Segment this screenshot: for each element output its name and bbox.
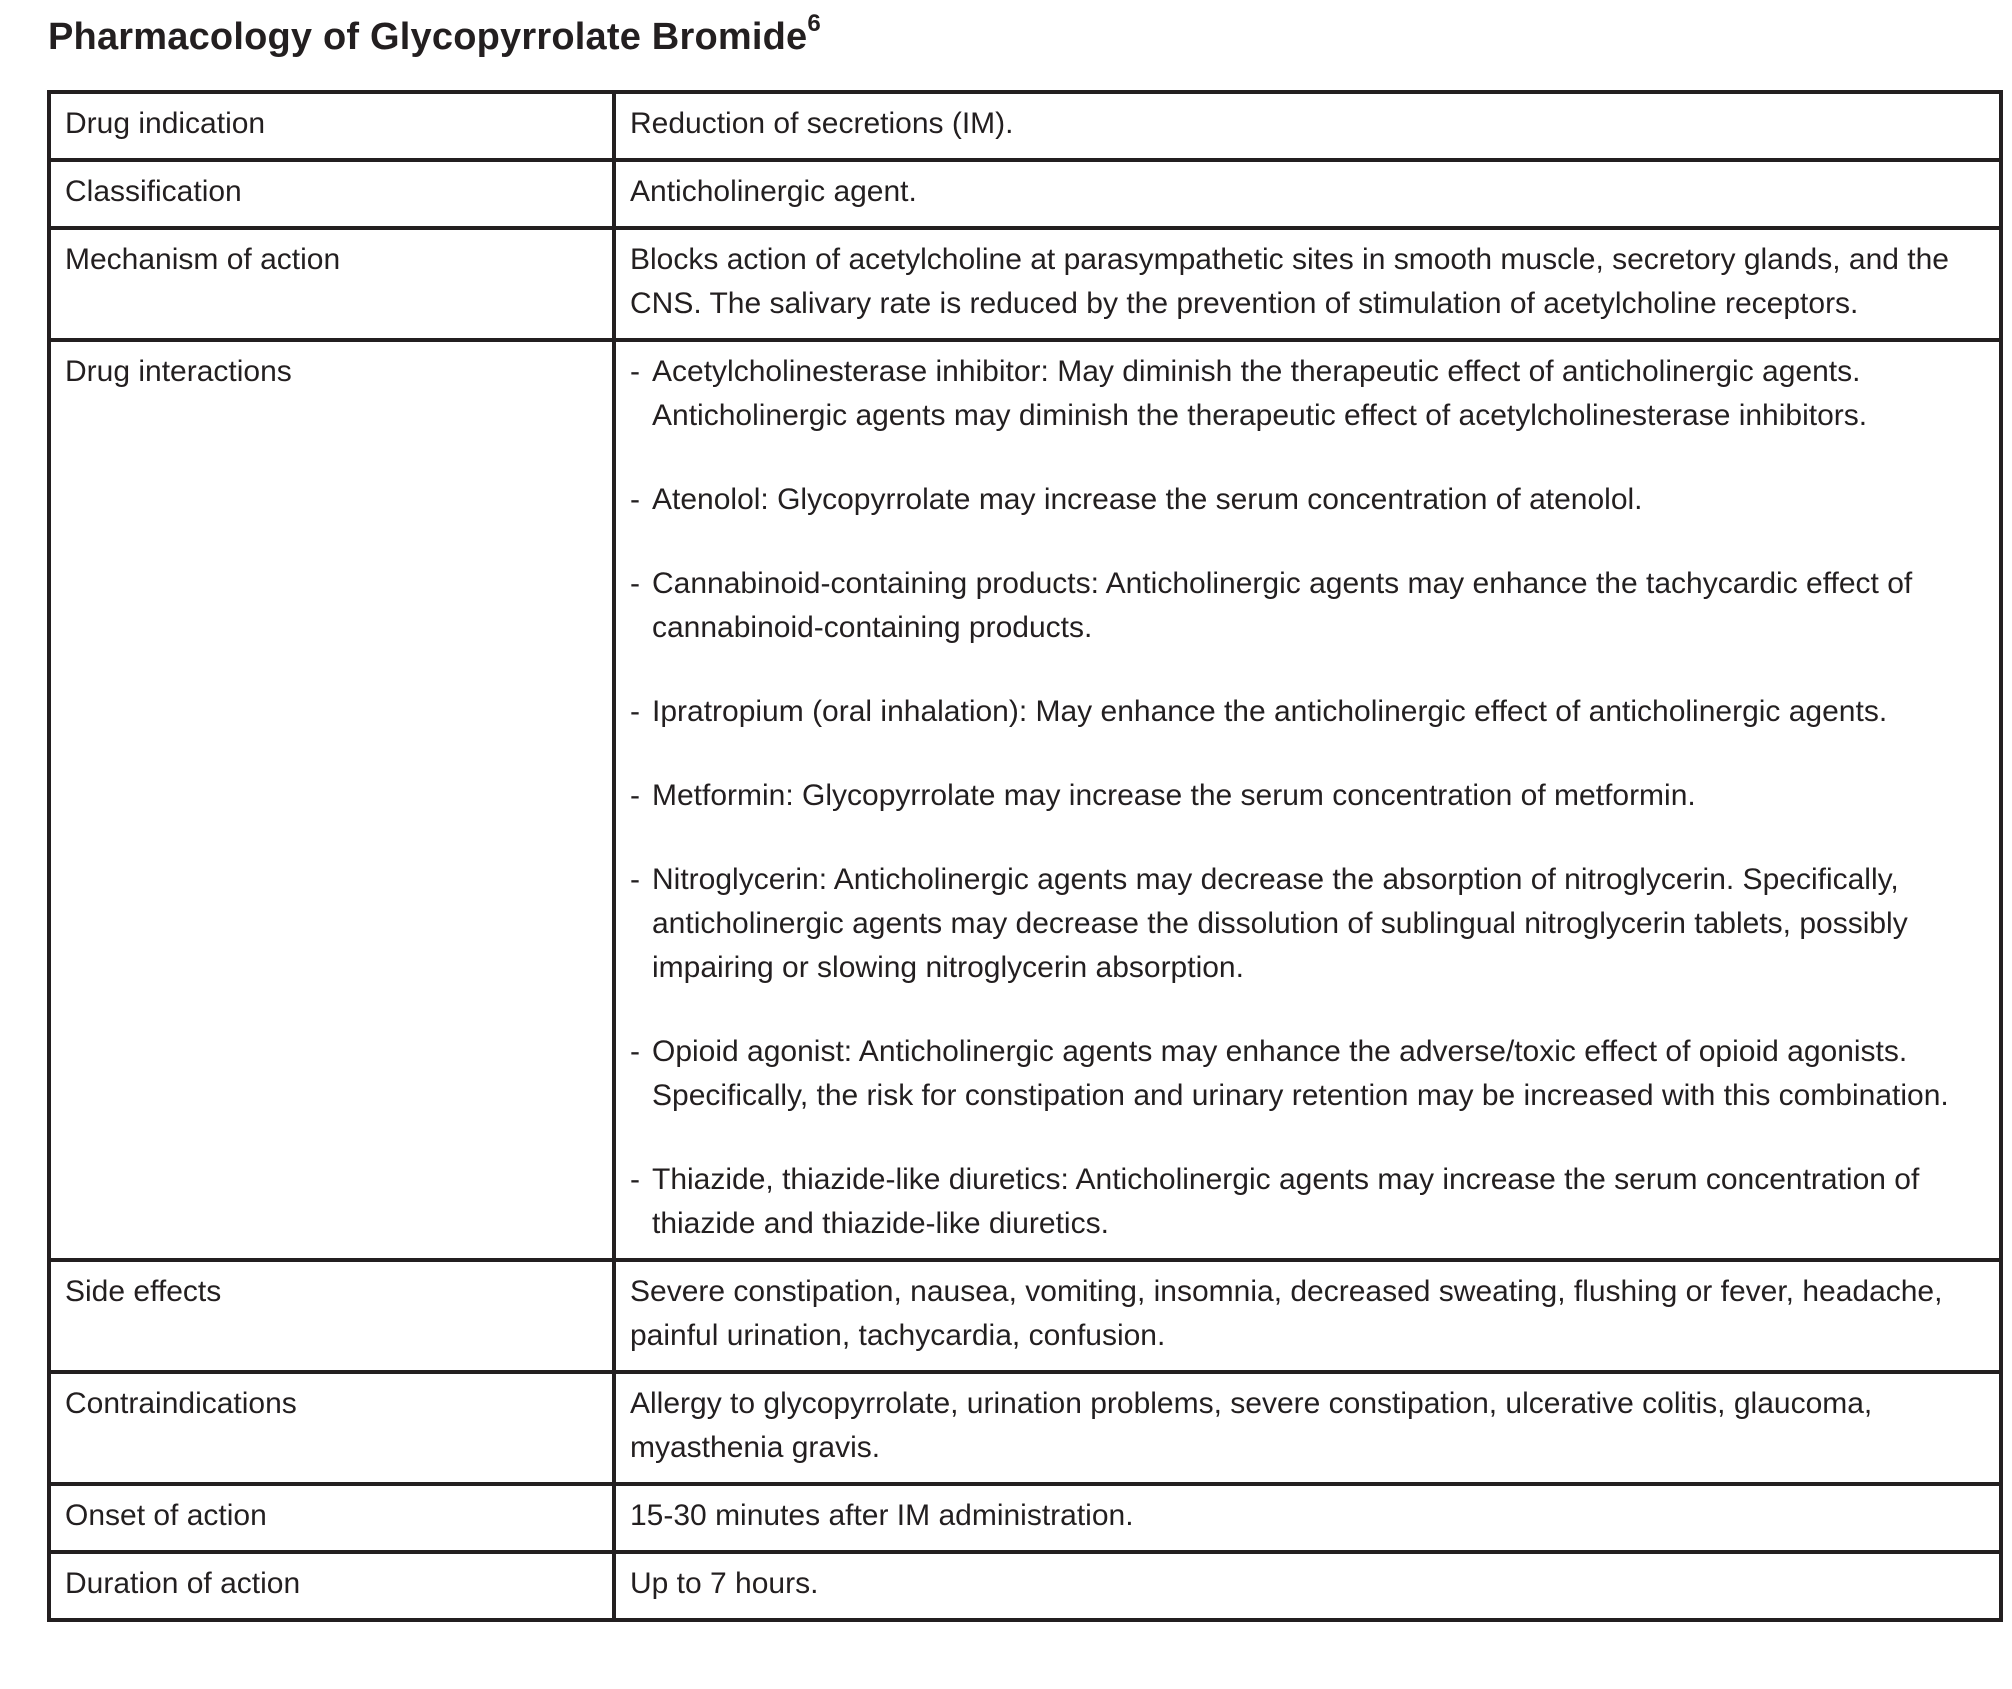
row-label: Mechanism of action (49, 228, 614, 340)
list-item: - Acetylcholinesterase inhibitor: May diminish the therapeutic effect of anticholinergic agents. Anticholinergic agents may diminish the therapeutic effect of acetylcholinesterase inhibitors. (630, 350, 1979, 438)
row-label: Classification (49, 160, 614, 228)
list-item: - Metformin: Glycopyrrolate may increase the serum concentration of metformin. (630, 774, 1979, 818)
row-label: Drug indication (49, 92, 614, 160)
row-value: Up to 7 hours. (614, 1552, 2001, 1620)
list-item: - Opioid agonist: Anticholinergic agents may enhance the adverse/toxic effect of opioid agonists. Specifically, the risk for constipation and urinary retention may be increased with this combination. (630, 1030, 1979, 1118)
row-value: Severe constipation, nausea, vomiting, insomnia, decreased sweating, flushing or fever, headache, painful urination, tachycardia, confusion. (614, 1260, 2001, 1372)
list-item: - Thiazide, thiazide-like diuretics: Anticholinergic agents may increase the serum concentration of thiazide and thiazide-like diuretics. (630, 1158, 1979, 1246)
row-value: Reduction of secretions (IM). (614, 92, 2001, 160)
table-row (49, 1372, 2001, 1484)
row-label: Side effects (49, 1260, 614, 1372)
row-value: Allergy to glycopyrrolate, urination problems, severe constipation, ulcerative colitis, glaucoma, myasthenia gravis. (614, 1372, 2001, 1484)
row-value-list (614, 340, 2001, 1260)
row-label: Onset of action (49, 1484, 614, 1552)
list-item: - Nitroglycerin: Anticholinergic agents may decrease the absorption of nitroglycerin. Specifically, anticholinergic agents may decrease the dissolution of sublingual nitroglycerin tablets, possibly impairing or slowing nitroglycerin absorption. (630, 858, 1979, 990)
row-label: Contraindications (49, 1372, 614, 1484)
table-row (49, 1552, 2001, 1620)
row-label: Drug interactions (49, 340, 614, 1260)
table-row (49, 228, 2001, 340)
list-item: - Atenolol: Glycopyrrolate may increase the serum concentration of atenolol. (630, 478, 1979, 522)
table-row (49, 160, 2001, 228)
row-value: Anticholinergic agent. (614, 160, 2001, 228)
pharmacology-table (47, 90, 2003, 1622)
list-item: - Ipratropium (oral inhalation): May enhance the anticholinergic effect of anticholinergic agents. (630, 690, 1979, 734)
footnote-reference: 6 (807, 10, 821, 37)
row-label: Duration of action (49, 1552, 614, 1620)
table-title (48, 10, 821, 59)
drug-interactions-list (630, 350, 1979, 1246)
table-row (49, 1260, 2001, 1372)
row-value: 15-30 minutes after IM administration. (614, 1484, 2001, 1552)
table-row (49, 340, 2001, 1260)
list-item: - Cannabinoid-containing products: Anticholinergic agents may enhance the tachycardic effect of cannabinoid-containing products. (630, 562, 1979, 650)
row-value: Blocks action of acetylcholine at parasympathetic sites in smooth muscle, secretory glands, and the CNS. The salivary rate is reduced by the prevention of stimulation of acetylcholine receptors. (614, 228, 2001, 340)
table-title-text: Pharmacology of Glycopyrrolate Bromide (48, 16, 808, 58)
table-row (49, 92, 2001, 160)
table-row (49, 1484, 2001, 1552)
